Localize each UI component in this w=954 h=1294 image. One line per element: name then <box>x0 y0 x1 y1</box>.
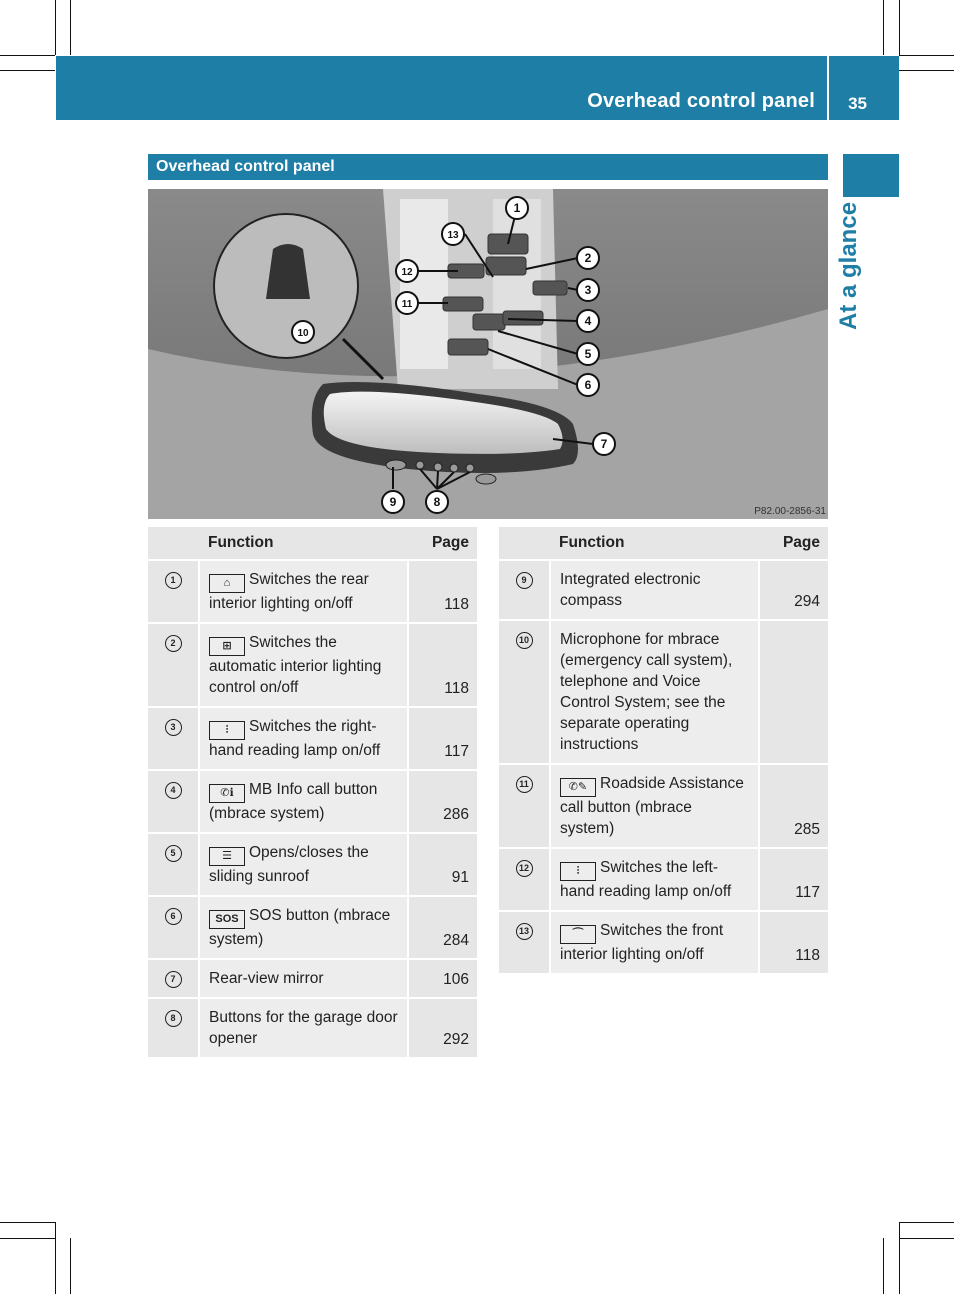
vent-grille <box>400 199 448 369</box>
row-function-text: Rear-view mirror <box>209 970 324 987</box>
svg-text:13: 13 <box>447 230 459 241</box>
svg-text:8: 8 <box>433 495 441 509</box>
table-row <box>148 959 477 998</box>
row-function-text: MB Info call button (mbrace system) <box>209 781 378 822</box>
table-row <box>148 833 477 896</box>
row-function-text: SOS button (mbrace system) <box>209 907 391 948</box>
row-function-cell <box>199 623 408 707</box>
table-row <box>148 707 477 770</box>
front-light-icon: ⌒ <box>560 925 596 944</box>
row-page-cell: 118 <box>408 623 477 707</box>
row-number-cell <box>499 620 550 764</box>
table-row <box>499 764 828 848</box>
row-page-cell: 91 <box>408 833 477 896</box>
row-number-cell <box>148 707 199 770</box>
row-number-badge: 13 <box>516 923 533 940</box>
svg-text:12: 12 <box>401 267 413 278</box>
function-table-left <box>148 527 477 1059</box>
crop-mark <box>70 0 71 55</box>
svg-text:7: 7 <box>600 437 608 451</box>
table-row <box>148 998 477 1058</box>
row-number-badge: 6 <box>165 908 182 925</box>
mb-info-call-icon: ✆ℹ <box>209 784 245 803</box>
svg-text:11: 11 <box>401 299 413 310</box>
row-function-text: Switches the right-hand reading lamp on/off <box>209 718 381 759</box>
page-number: 35 <box>848 94 867 113</box>
row-function-cell <box>199 770 408 833</box>
table-row <box>148 560 477 623</box>
row-number-badge: 8 <box>165 1010 182 1027</box>
row-number-cell <box>148 623 199 707</box>
row-function-text: Opens/closes the sliding sunroof <box>209 844 369 885</box>
row-number-cell <box>148 770 199 833</box>
header-title: Overhead control panel <box>587 90 815 112</box>
row-number-cell <box>148 560 199 623</box>
crop-mark <box>899 0 900 55</box>
row-function-text: Roadside Assistance call button (mbrace system) <box>560 775 744 837</box>
row-page-cell: 117 <box>759 848 828 911</box>
row-number-cell <box>499 560 550 620</box>
row-function-text: Buttons for the garage door opener <box>209 1009 398 1047</box>
row-page-cell: 117 <box>408 707 477 770</box>
row-page-cell: 118 <box>408 560 477 623</box>
row-number-cell <box>499 848 550 911</box>
row-number-badge: 5 <box>165 845 182 862</box>
col-num-header <box>499 527 550 560</box>
row-page-cell <box>759 620 828 764</box>
row-number-badge: 11 <box>516 776 533 793</box>
crop-mark <box>0 55 55 56</box>
crop-mark <box>883 1238 884 1294</box>
svg-text:9: 9 <box>389 495 397 509</box>
table-row <box>499 911 828 974</box>
microphone <box>266 244 310 299</box>
row-function-cell <box>550 560 759 620</box>
svg-text:1: 1 <box>513 201 521 215</box>
function-table-right <box>499 527 828 975</box>
row-number-badge: 10 <box>516 632 533 649</box>
row-page-cell: 292 <box>408 998 477 1058</box>
table-row <box>148 623 477 707</box>
row-page-cell: 106 <box>408 959 477 998</box>
row-number-badge: 7 <box>165 971 182 988</box>
row-page-cell: 284 <box>408 896 477 959</box>
row-number-cell <box>148 998 199 1058</box>
row-function-text: Switches the front interior lighting on/off <box>560 922 724 963</box>
figure-code: P82.00-2856-31 <box>754 506 826 517</box>
row-number-cell <box>148 959 199 998</box>
row-function-cell <box>550 911 759 974</box>
auto-light-icon: ⊞ <box>209 637 245 656</box>
col-function-header: Function <box>550 527 759 560</box>
row-function-cell <box>199 896 408 959</box>
reading-lamp-icon: ⫶ <box>560 862 596 881</box>
svg-text:10: 10 <box>297 328 309 339</box>
table-row <box>148 896 477 959</box>
svg-text:3: 3 <box>584 283 592 297</box>
row-number-badge: 9 <box>516 572 533 589</box>
row-function-cell <box>199 998 408 1058</box>
crop-mark <box>0 70 55 71</box>
table-row <box>148 770 477 833</box>
row-function-text: Integrated electronic compass <box>560 571 701 609</box>
crop-mark <box>899 55 954 56</box>
row-function-text: Switches the rear interior lighting on/off <box>209 571 369 612</box>
row-function-cell <box>550 620 759 764</box>
header-divider <box>827 56 829 120</box>
svg-text:4: 4 <box>584 314 592 328</box>
col-num-header <box>148 527 199 560</box>
row-page-cell: 294 <box>759 560 828 620</box>
row-function-cell <box>199 833 408 896</box>
row-number-badge: 3 <box>165 719 182 736</box>
row-function-text: Switches the left-hand reading lamp on/off <box>560 859 732 900</box>
svg-text:2: 2 <box>584 251 592 265</box>
crop-mark <box>55 1222 56 1294</box>
row-function-text: Switches the automatic interior lighting control on/off <box>209 634 382 696</box>
row-function-cell <box>199 959 408 998</box>
row-number-cell <box>499 764 550 848</box>
row-number-cell <box>148 896 199 959</box>
row-number-cell <box>499 911 550 974</box>
crop-mark <box>55 0 56 55</box>
row-function-cell <box>199 560 408 623</box>
section-title: Overhead control panel <box>148 154 828 180</box>
table-row <box>499 620 828 764</box>
row-page-cell: 118 <box>759 911 828 974</box>
col-function-header: Function <box>199 527 408 560</box>
sunroof-icon: ☰ <box>209 847 245 866</box>
svg-text:6: 6 <box>584 378 592 392</box>
row-number-badge: 12 <box>516 860 533 877</box>
crop-mark <box>899 70 954 71</box>
row-number-badge: 2 <box>165 635 182 652</box>
crop-mark <box>0 1238 55 1239</box>
col-page-header: Page <box>759 527 828 560</box>
row-function-cell <box>550 848 759 911</box>
row-function-text: Microphone for mbrace (emergency call system), telephone and Voice Control System; see the separate operating instructions <box>560 631 733 753</box>
row-function-cell <box>199 707 408 770</box>
side-tab-label: At a glance <box>835 201 862 330</box>
crop-mark <box>899 1222 900 1294</box>
page-header <box>56 56 899 120</box>
row-page-cell: 286 <box>408 770 477 833</box>
crop-mark <box>899 1222 954 1223</box>
overhead-panel-figure <box>148 189 828 519</box>
crop-mark <box>883 0 884 55</box>
reading-lamp-icon: ⫶ <box>209 721 245 740</box>
row-number-badge: 4 <box>165 782 182 799</box>
table-row <box>499 848 828 911</box>
rear-light-icon: ⌂ <box>209 574 245 593</box>
svg-text:5: 5 <box>584 347 592 361</box>
sos-icon: SOS <box>209 910 245 929</box>
row-number-cell <box>148 833 199 896</box>
row-number-badge: 1 <box>165 572 182 589</box>
crop-mark <box>70 1238 71 1294</box>
col-page-header: Page <box>408 527 477 560</box>
row-page-cell: 285 <box>759 764 828 848</box>
roadside-assistance-icon: ✆✎ <box>560 778 596 797</box>
table-row <box>499 560 828 620</box>
crop-mark <box>899 1238 954 1239</box>
row-function-cell <box>550 764 759 848</box>
crop-mark <box>0 1222 55 1223</box>
